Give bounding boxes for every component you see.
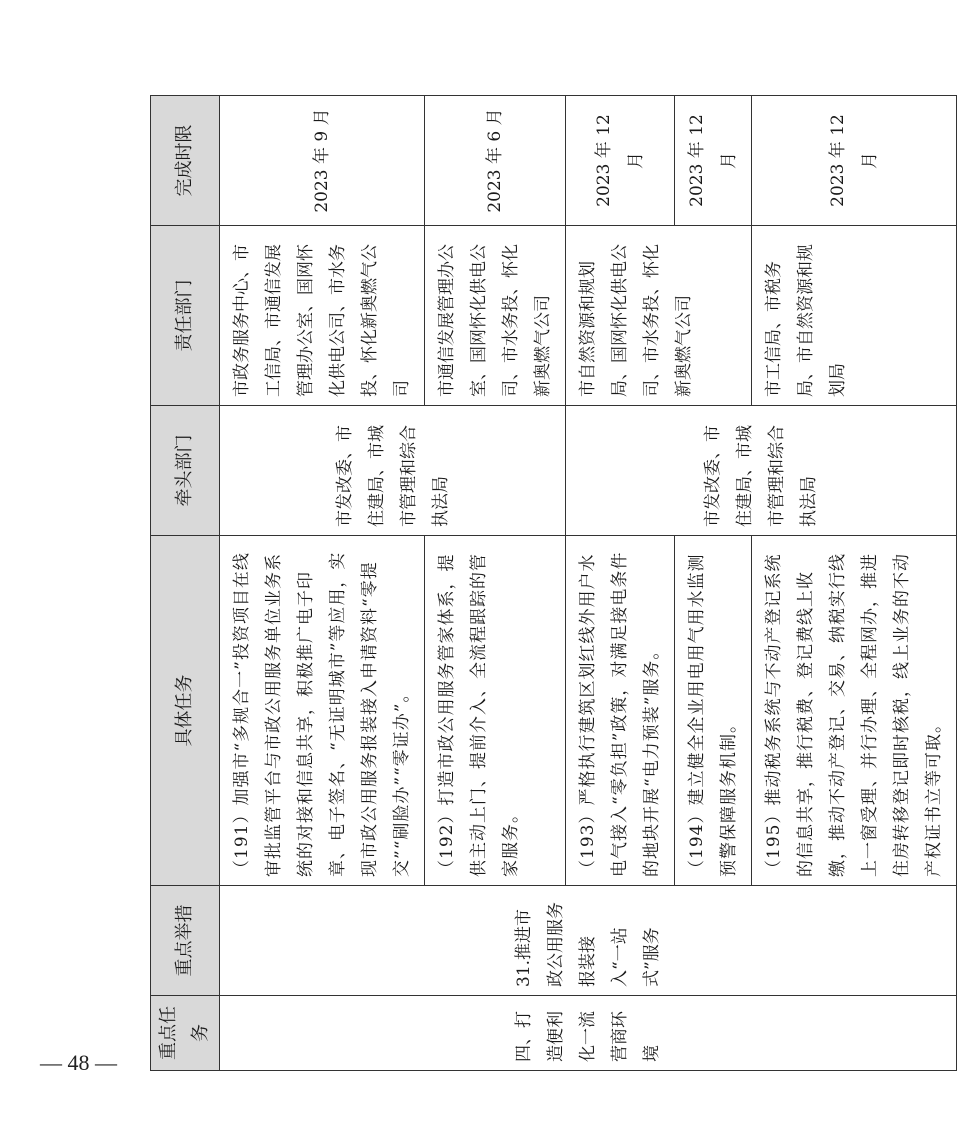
detail-cell: （192）打造市政公用服务管家体系，提供主动上门、提前介入、全流程跟踪的管家服务。 bbox=[425, 536, 566, 886]
page-number: — 48 — bbox=[40, 1050, 117, 1075]
lead-cell: 市发改委、市住建局、市城市管理和综合执法局 bbox=[566, 406, 957, 536]
detail-cell: （194）建立健全企业用电用气用水监测预警保障服务机制。 bbox=[675, 536, 752, 886]
table-row bbox=[220, 96, 425, 1071]
time-cell: 2023 年 12 月 bbox=[566, 96, 675, 226]
time-cell: 2023 年 12 月 bbox=[675, 96, 752, 226]
task-cell: 四、打造便利化一流营商环境 bbox=[220, 996, 957, 1071]
dept-cell: 市工信局、市税务局、市自然资源和规划局 bbox=[752, 226, 957, 406]
time-cell: 2023 年 9 月 bbox=[220, 96, 425, 226]
detail-cell: （195）推动税务系统与不动产登记系统的信息共享，推行税费、登记费线上收缴，推动不动产登记、交易、纳税实行线上一窗受理、并行办理、全程网办，推进住房转移登记即时核税，线上业务的不动产权证书立等可取。 bbox=[752, 536, 957, 886]
task-table bbox=[150, 95, 957, 1071]
header-lead: 牵头部门 bbox=[151, 406, 220, 536]
detail-cell: （193）严格执行建筑区划红线外用户水电气接入“零负担”政策，对满足接电条件的地块开展“电力预装”服务。 bbox=[566, 536, 675, 886]
measure-cell: 31.推进市政公用服务报装接入“一站式”服务 bbox=[220, 886, 957, 996]
detail-cell: （191）加强市“多规合一”投资项目在线审批监管平台与市政公用服务单位业务系统的对接和信息共享，积极推广电子印章、电子签名、“无证明城市”等应用，实现市政公用服务报装接入申请资料“零提交”“刷脸办”“零证办”。 bbox=[220, 536, 425, 886]
header-row bbox=[151, 96, 220, 1071]
dept-cell: 市自然资源和规划局、国网怀化供电公司、市水务投、怀化新奥燃气公司 bbox=[566, 226, 752, 406]
header-measure: 重点举措 bbox=[151, 886, 220, 996]
dept-cell: 市通信发展管理办公室、国网怀化供电公司、市水务投、怀化新奥燃气公司 bbox=[425, 226, 566, 406]
time-cell: 2023 年 12 月 bbox=[752, 96, 957, 226]
header-task: 重点任务 bbox=[151, 996, 220, 1071]
header-detail: 具体任务 bbox=[151, 536, 220, 886]
dept-cell: 市政务服务中心、市工信局、市通信发展管理办公室、国网怀化供电公司、市水务投、怀化新奥燃气公司 bbox=[220, 226, 425, 406]
header-dept: 责任部门 bbox=[151, 226, 220, 406]
time-cell: 2023 年 6 月 bbox=[425, 96, 566, 226]
lead-cell: 市发改委、市住建局、市城市管理和综合执法局 bbox=[220, 406, 566, 536]
header-time: 完成时限 bbox=[151, 96, 220, 226]
rotated-table-wrapper bbox=[150, 96, 944, 1071]
